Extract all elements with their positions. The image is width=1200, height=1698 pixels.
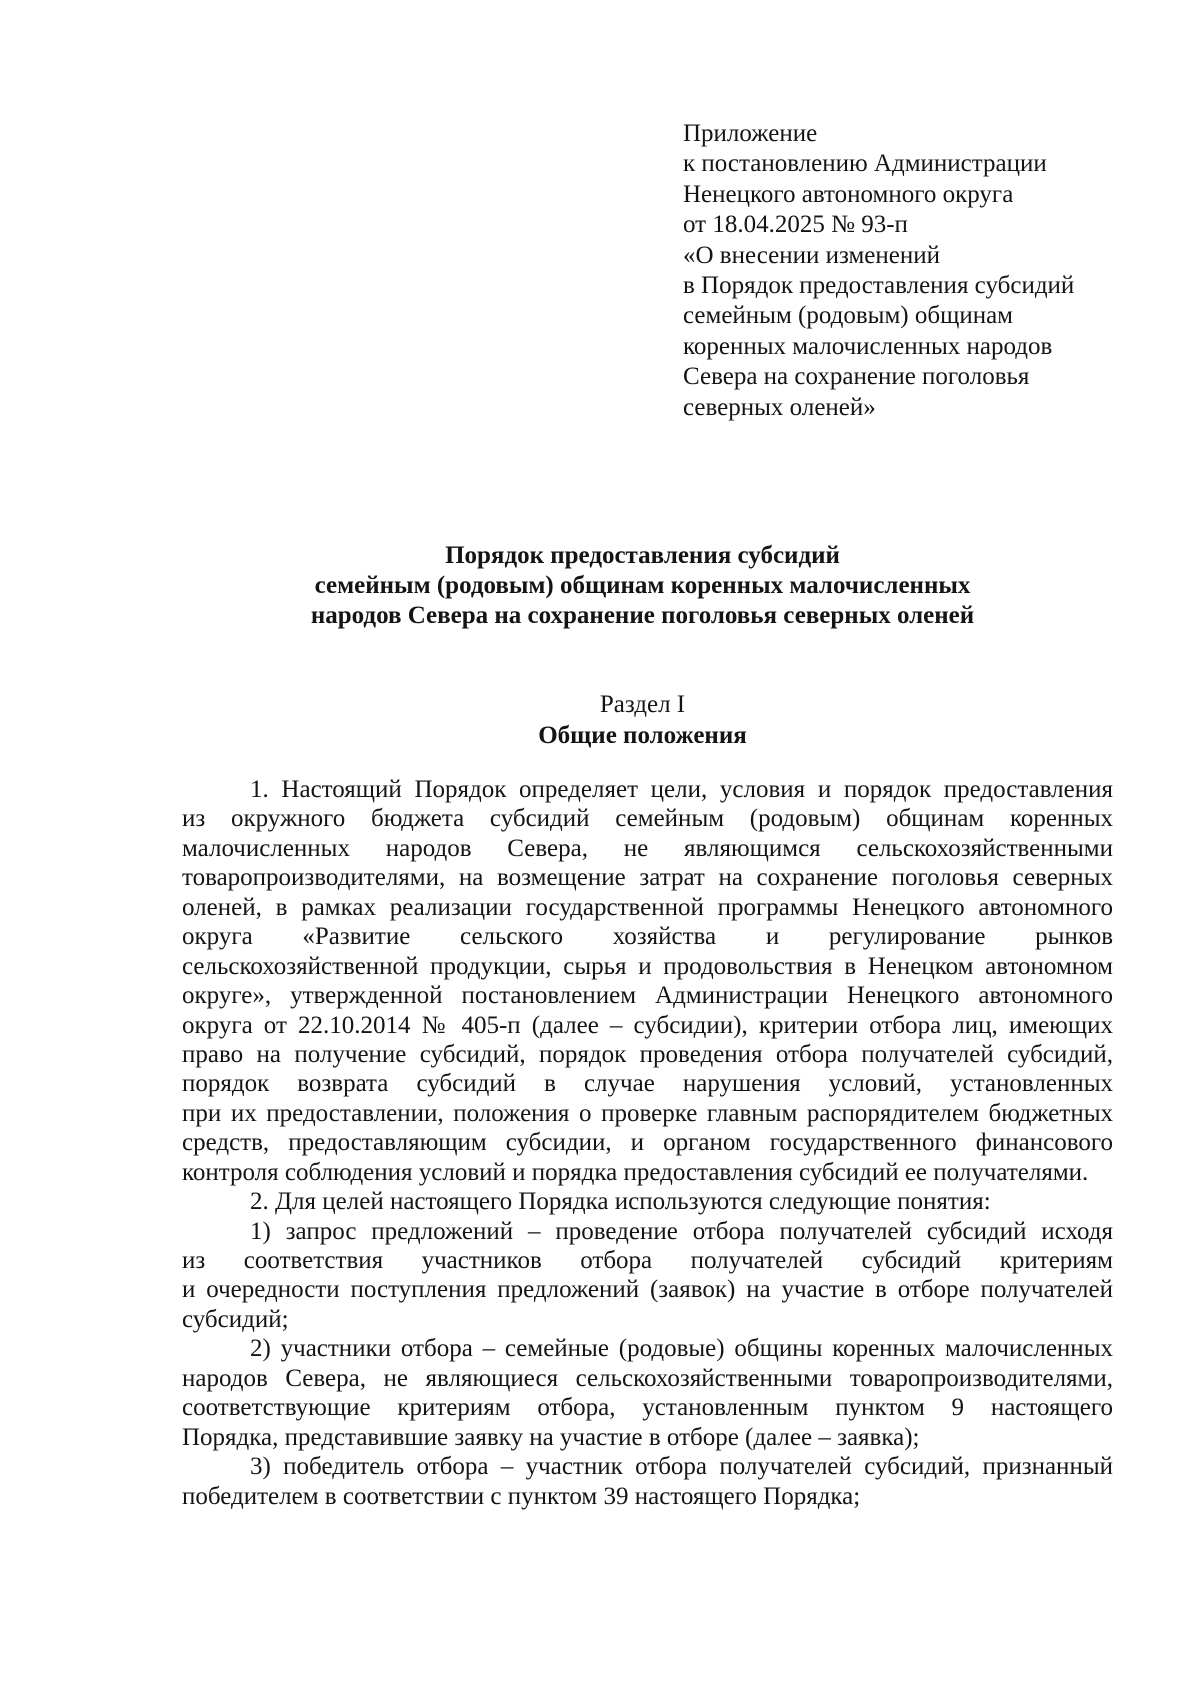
text-line: 2. Для целей настоящего Порядка используются следующие понятия: xyxy=(250,1188,991,1216)
appendix-line: Ненецкого автономного округа xyxy=(683,180,1014,208)
appendix-line: коренных малочисленных народов xyxy=(683,332,1053,360)
text-line: право на получение субсидий, порядок проведения отбора получателей субсидий, xyxy=(182,1040,1113,1068)
paragraph-2-item-3 xyxy=(182,1452,1113,1511)
appendix-line: к постановлению Администрации xyxy=(683,150,1047,178)
body-text xyxy=(182,775,1113,1511)
appendix-line: Приложение xyxy=(683,120,818,147)
text-line: 3) победитель отбора – участник отбора получателей субсидий, признанный xyxy=(250,1453,1113,1481)
section-number: Раздел I xyxy=(599,691,686,718)
paragraph-2-item-2 xyxy=(182,1334,1113,1452)
appendix-line: от 18.04.2025 № 93-п xyxy=(683,211,908,239)
text-line: округа «Развитие сельского хозяйства и регулирование рынков xyxy=(182,923,1113,951)
text-line: оленей, в рамках реализации государственной программы Ненецкого автономного xyxy=(182,893,1113,921)
text-line: при их предоставлении, положения о проверке главным распорядителем бюджетных xyxy=(182,1099,1113,1127)
paragraph-2-item-1 xyxy=(182,1217,1113,1335)
document-title-line: семейным (родовым) общинам коренных малочисленных xyxy=(314,572,971,599)
text-line: из окружного бюджета субсидий семейным (родовым) общинам коренных xyxy=(182,805,1113,833)
text-line: Порядка, представившие заявку на участие в отборе (далее – заявка); xyxy=(182,1423,920,1451)
text-line: средств, предоставляющим субсидии, и органом государственного финансового xyxy=(182,1129,1113,1157)
text-line: и очередности поступления предложений (заявок) на участие в отборе получателей xyxy=(182,1276,1113,1304)
appendix-line: северных оленей» xyxy=(683,393,876,421)
document-title xyxy=(0,541,1200,631)
section-title: Общие положения xyxy=(538,722,747,749)
text-line: малочисленных народов Севера, не являющимся сельскохозяйственными xyxy=(182,834,1113,862)
appendix-line: «О внесении изменений xyxy=(683,241,941,269)
text-line: округе», утвержденной постановлением Администрации Ненецкого автономного xyxy=(182,982,1113,1010)
text-line: 2) участники отбора – семейные (родовые) общины коренных малочисленных xyxy=(250,1335,1113,1363)
appendix-line: Севера на сохранение поголовья xyxy=(683,363,1030,391)
document-title-line: народов Севера на сохранение поголовья северных оленей xyxy=(310,602,975,629)
text-line: субсидий; xyxy=(182,1305,289,1333)
text-line: контроля соблюдения условий и порядка предоставления субсидий ее получателями. xyxy=(182,1158,1089,1186)
appendix-line: семейным (родовым) общинам xyxy=(683,302,1014,330)
paragraph-1 xyxy=(182,775,1113,1187)
text-line: округа от 22.10.2014 № 405-п (далее – субсидии), критерии отбора лиц, имеющих xyxy=(182,1011,1113,1039)
paragraph-2 xyxy=(182,1187,1113,1216)
section-heading xyxy=(0,689,1200,751)
text-line: соответствующие критериям отбора, установленным пунктом 9 настоящего xyxy=(182,1394,1113,1422)
text-line: из соответствия участников отбора получателей субсидий критериям xyxy=(182,1247,1113,1274)
document-title-line: Порядок предоставления субсидий xyxy=(445,542,840,569)
text-line: порядок возврата субсидий в случае нарушения условий, установленных xyxy=(182,1070,1113,1098)
text-line: 1. Настоящий Порядок определяет цели, условия и порядок предоставления xyxy=(250,776,1113,803)
text-line: победителем в соответствии с пунктом 39 настоящего Порядка; xyxy=(182,1482,861,1510)
text-line: сельскохозяйственной продукции, сырья и продовольствия в Ненецком автономном xyxy=(182,952,1113,980)
appendix-block xyxy=(683,119,1163,423)
text-line: товаропроизводителями, на возмещение затрат на сохранение поголовья северных xyxy=(182,864,1113,892)
text-line: народов Севера, не являющиеся сельскохозяйственными товаропроизводителями, xyxy=(182,1364,1113,1392)
text-line: 1) запрос предложений – проведение отбора получателей субсидий исходя xyxy=(250,1217,1113,1245)
appendix-line: в Порядок предоставления субсидий xyxy=(683,272,1075,300)
